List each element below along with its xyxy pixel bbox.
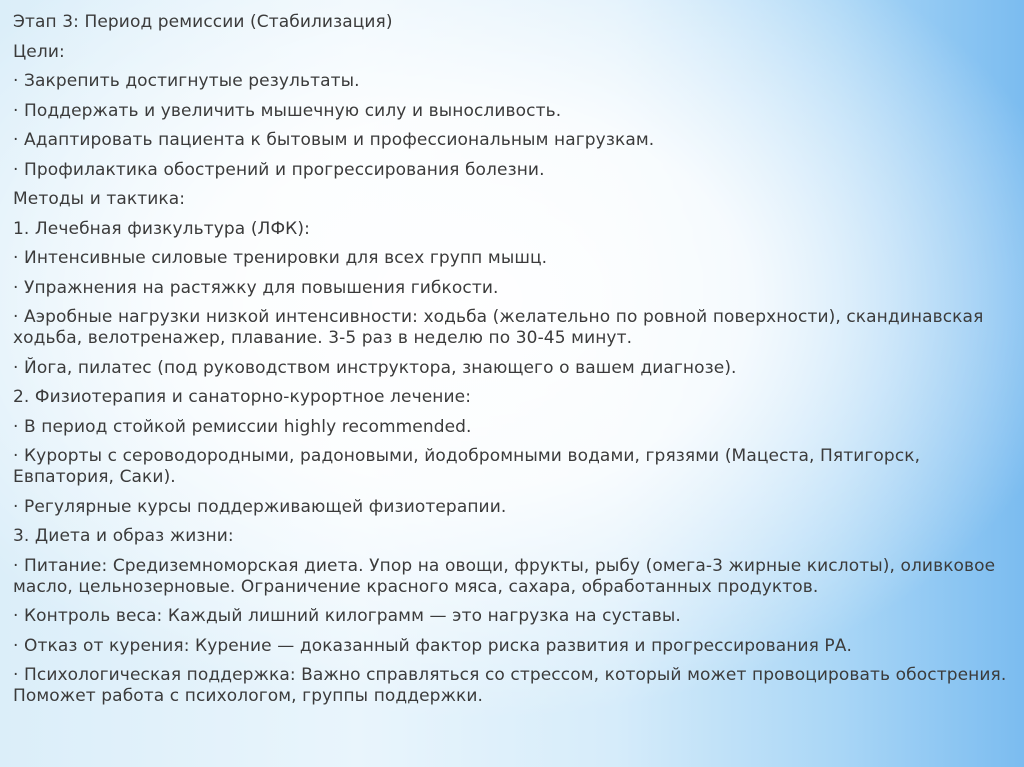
section-heading-diet: 3. Диета и образ жизни: [13, 526, 234, 546]
goal-item: · Поддержать и увеличить мышечную силу и выносливость. [13, 100, 562, 121]
goal-item: · Профилактика обострений и прогрессирования болезни. [13, 159, 545, 180]
method-item: · Йога, пилатес (под руководством инструктора, знающего о вашем диагнозе). [13, 357, 737, 378]
method-item: · Отказ от курения: Курение — доказанный фактор риска развития и прогрессирования РА. [13, 635, 853, 656]
section-heading-physio: 2. Физиотерапия и санаторно-курортное лечение: [13, 387, 472, 407]
methods-heading: Методы и тактика: [13, 189, 186, 209]
method-item: · В период стойкой ремиссии highly recommended. [13, 416, 472, 437]
slide-text [13, 12, 1013, 716]
method-item: · Контроль веса: Каждый лишний килограмм — это нагрузка на суставы. [13, 606, 681, 626]
method-item: · Психологическая поддержка: Важно справляться со стрессом, который может провоцировать обострения. Поможет работа с психологом, группы поддержки. [13, 665, 1007, 706]
method-item: · Упражнения на растяжку для повышения гибкости. [13, 277, 499, 298]
method-item: · Курорты с сероводородными, радоновыми, йодобромными водами, грязями (Мацеста, Пятигорск, Евпатория, Саки). [13, 446, 921, 487]
method-item: · Аэробные нагрузки низкой интенсивности: ходьба (желательно по ровной поверхности), скандинавская ходьба, велотренажер, плавание. 3-5 раз в неделю по 30-45 минут. [13, 307, 984, 348]
method-item: · Интенсивные силовые тренировки для всех групп мышц. [13, 248, 548, 268]
goals-heading: Цели: [13, 41, 65, 62]
stage-heading: Этап 3: Период ремиссии (Стабилизация) [13, 12, 393, 32]
section-heading-lfk: 1. Лечебная физкультура (ЛФК): [13, 218, 310, 239]
goal-item: · Адаптировать пациента к бытовым и профессиональным нагрузкам. [13, 130, 655, 150]
method-item: · Регулярные курсы поддерживающей физиотерапии. [13, 496, 507, 517]
goal-item: · Закрепить достигнутые результаты. [13, 71, 360, 91]
method-item: · Питание: Средиземноморская диета. Упор на овощи, фрукты, рыбу (омега-3 жирные кислоты), оливковое масло, цельнозерновые. Ограничение красного мяса, сахара, обработанных продуктов. [13, 555, 996, 597]
